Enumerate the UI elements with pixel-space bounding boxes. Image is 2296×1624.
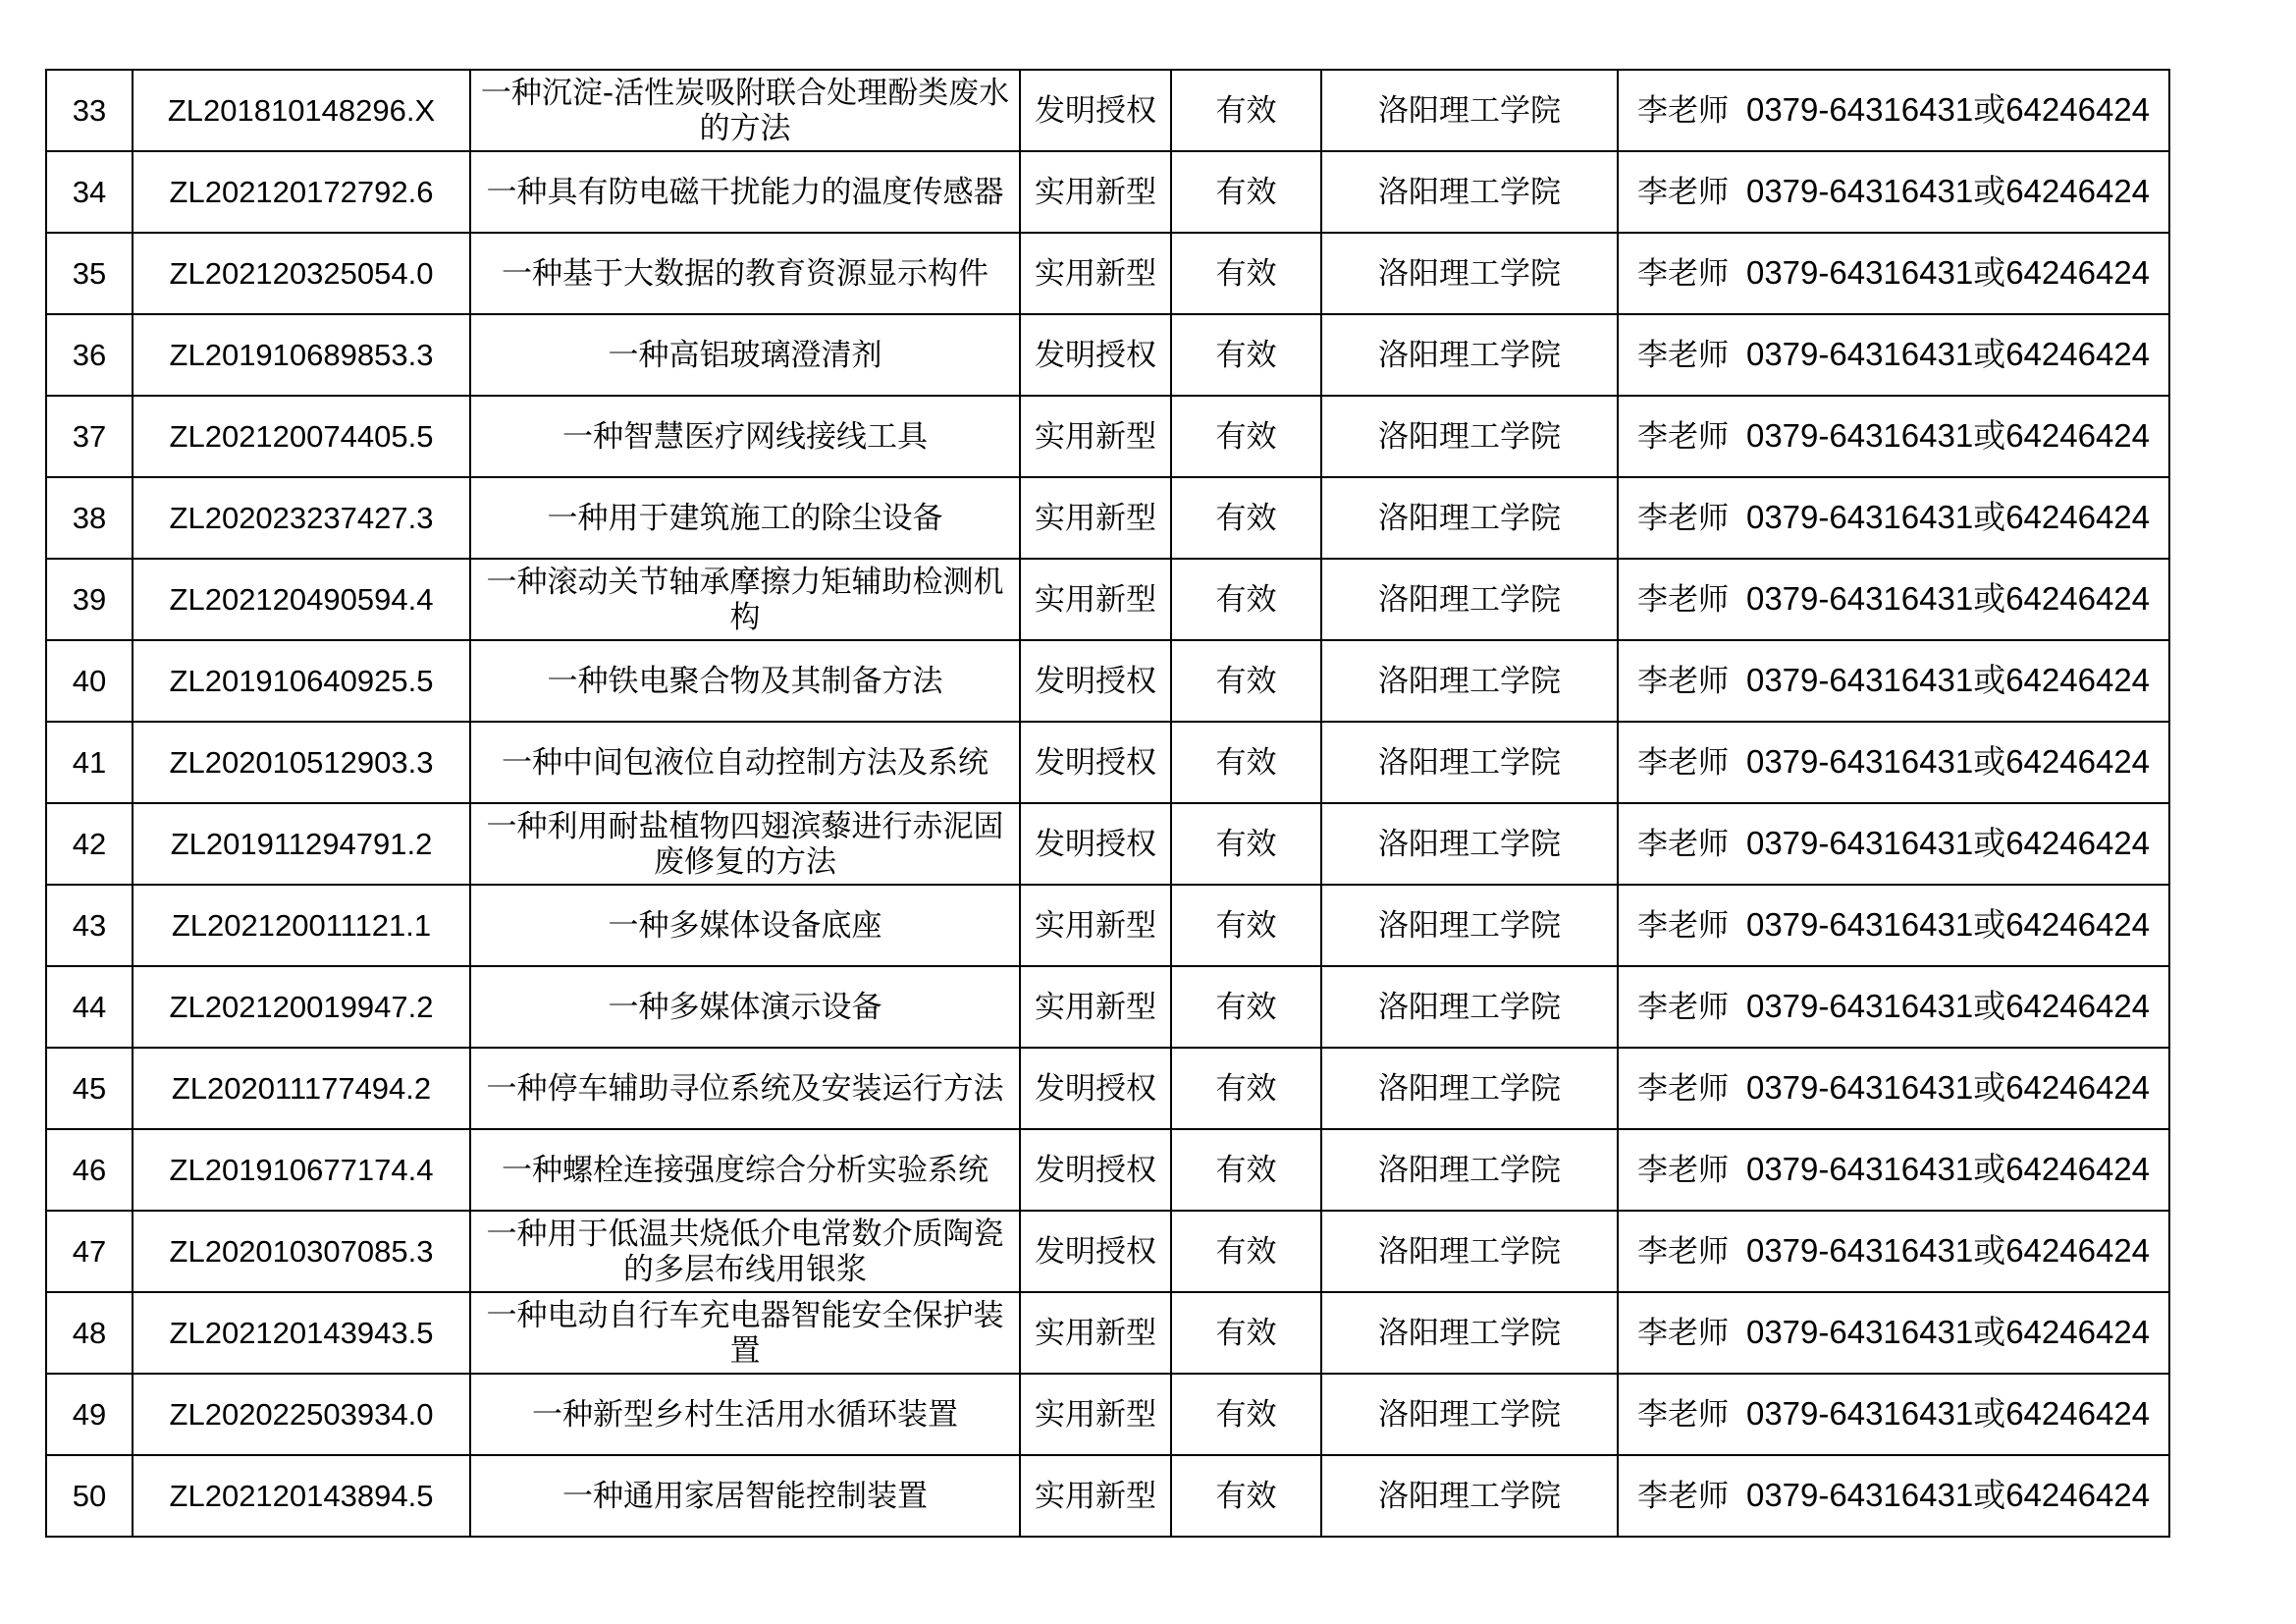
patent-status-cell: 有效 [1171, 1048, 1321, 1129]
patent-type-cell: 发明授权 [1020, 314, 1171, 396]
row-number-cell: 35 [46, 233, 133, 314]
patent-type-cell: 实用新型 [1020, 1455, 1171, 1537]
contact-person: 李老师 [1636, 93, 1729, 129]
patent-number-cell: ZL202120143894.5 [133, 1455, 470, 1537]
patent-owner-cell: 洛阳理工学院 [1321, 314, 1618, 396]
contact-cell [1618, 1374, 2169, 1455]
contact-cell [1618, 1048, 2169, 1129]
contact-cell [1618, 1292, 2169, 1374]
patent-type-cell: 实用新型 [1020, 1374, 1171, 1455]
table-row [46, 1374, 2169, 1455]
contact-phone: 0379-64316431或64246424 [1745, 1232, 2151, 1269]
patent-status-cell: 有效 [1171, 1374, 1321, 1455]
patent-title-cell: 一种多媒体设备底座 [470, 885, 1020, 966]
contact-phone: 0379-64316431或64246424 [1745, 1395, 2151, 1432]
contact-cell [1618, 396, 2169, 477]
patent-type-cell: 实用新型 [1020, 151, 1171, 233]
patent-status-cell: 有效 [1171, 151, 1321, 233]
table-row [46, 151, 2169, 233]
contact-cell [1618, 70, 2169, 151]
contact-cell [1618, 803, 2169, 885]
contact-person: 李老师 [1636, 990, 1729, 1025]
patent-number-cell: ZL201810148296.X [133, 70, 470, 151]
patent-type-cell: 实用新型 [1020, 396, 1171, 477]
row-number-cell: 43 [46, 885, 133, 966]
patent-type-cell: 发明授权 [1020, 70, 1171, 151]
contact-phone: 0379-64316431或64246424 [1745, 743, 2151, 780]
contact-phone: 0379-64316431或64246424 [1745, 499, 2151, 535]
patent-status-cell: 有效 [1171, 396, 1321, 477]
table-row [46, 477, 2169, 559]
contact-phone: 0379-64316431或64246424 [1745, 1314, 2151, 1350]
patent-title-cell: 一种中间包液位自动控制方法及系统 [470, 722, 1020, 803]
patent-owner-cell: 洛阳理工学院 [1321, 1292, 1618, 1374]
table-row [46, 885, 2169, 966]
row-number-cell: 45 [46, 1048, 133, 1129]
contact-person: 李老师 [1636, 175, 1729, 210]
row-number-cell: 42 [46, 803, 133, 885]
patent-owner-cell: 洛阳理工学院 [1321, 1211, 1618, 1292]
table-row [46, 70, 2169, 151]
patent-status-cell: 有效 [1171, 70, 1321, 151]
table-row [46, 722, 2169, 803]
patent-title-cell: 一种智慧医疗网线接线工具 [470, 396, 1020, 477]
patent-number-cell: ZL202120172792.6 [133, 151, 470, 233]
patent-number-cell: ZL202010307085.3 [133, 1211, 470, 1292]
patent-number-cell: ZL202120325054.0 [133, 233, 470, 314]
patent-type-cell: 发明授权 [1020, 1048, 1171, 1129]
patent-owner-cell: 洛阳理工学院 [1321, 151, 1618, 233]
patent-owner-cell: 洛阳理工学院 [1321, 70, 1618, 151]
row-number-cell: 41 [46, 722, 133, 803]
patent-status-cell: 有效 [1171, 966, 1321, 1048]
patent-status-cell: 有效 [1171, 803, 1321, 885]
patent-title-cell: 一种用于低温共烧低介电常数介质陶瓷的多层布线用银浆 [470, 1211, 1020, 1292]
row-number-cell: 47 [46, 1211, 133, 1292]
patent-status-cell: 有效 [1171, 559, 1321, 640]
contact-cell [1618, 233, 2169, 314]
contact-phone: 0379-64316431或64246424 [1745, 662, 2151, 698]
patent-title-cell: 一种电动自行车充电器智能安全保护装置 [470, 1292, 1020, 1374]
patent-type-cell: 实用新型 [1020, 885, 1171, 966]
patent-title-cell: 一种螺栓连接强度综合分析实验系统 [470, 1129, 1020, 1211]
contact-person: 李老师 [1636, 745, 1729, 781]
contact-phone: 0379-64316431或64246424 [1745, 336, 2151, 372]
contact-person: 李老师 [1636, 908, 1729, 944]
contact-cell [1618, 1455, 2169, 1537]
patent-title-cell: 一种高铝玻璃澄清剂 [470, 314, 1020, 396]
table-row [46, 803, 2169, 885]
patent-title-cell: 一种沉淀-活性炭吸附联合处理酚类废水的方法 [470, 70, 1020, 151]
contact-cell [1618, 151, 2169, 233]
contact-cell [1618, 722, 2169, 803]
contact-phone: 0379-64316431或64246424 [1745, 825, 2151, 861]
table-row [46, 396, 2169, 477]
contact-cell [1618, 477, 2169, 559]
patent-type-cell: 实用新型 [1020, 233, 1171, 314]
patent-type-cell: 实用新型 [1020, 477, 1171, 559]
table-row [46, 1129, 2169, 1211]
patent-status-cell: 有效 [1171, 885, 1321, 966]
table-row [46, 966, 2169, 1048]
patent-type-cell: 实用新型 [1020, 1292, 1171, 1374]
patent-number-cell: ZL202010512903.3 [133, 722, 470, 803]
patent-title-cell: 一种用于建筑施工的除尘设备 [470, 477, 1020, 559]
contact-phone: 0379-64316431或64246424 [1745, 906, 2151, 943]
patent-number-cell: ZL202011177494.2 [133, 1048, 470, 1129]
row-number-cell: 39 [46, 559, 133, 640]
contact-phone: 0379-64316431或64246424 [1745, 91, 2151, 128]
contact-person: 李老师 [1636, 256, 1729, 292]
contact-phone: 0379-64316431或64246424 [1745, 173, 2151, 209]
row-number-cell: 37 [46, 396, 133, 477]
table-row [46, 1048, 2169, 1129]
patent-table [45, 69, 2170, 1538]
patent-status-cell: 有效 [1171, 477, 1321, 559]
patent-number-cell: ZL202120143943.5 [133, 1292, 470, 1374]
table-row [46, 559, 2169, 640]
contact-person: 李老师 [1636, 1316, 1729, 1351]
contact-person: 李老师 [1636, 1071, 1729, 1107]
patent-owner-cell: 洛阳理工学院 [1321, 722, 1618, 803]
row-number-cell: 40 [46, 640, 133, 722]
patent-type-cell: 发明授权 [1020, 722, 1171, 803]
patent-status-cell: 有效 [1171, 1129, 1321, 1211]
patent-title-cell: 一种多媒体演示设备 [470, 966, 1020, 1048]
contact-cell [1618, 885, 2169, 966]
contact-phone: 0379-64316431或64246424 [1745, 988, 2151, 1024]
row-number-cell: 49 [46, 1374, 133, 1455]
row-number-cell: 33 [46, 70, 133, 151]
patent-owner-cell: 洛阳理工学院 [1321, 1374, 1618, 1455]
contact-phone: 0379-64316431或64246424 [1745, 1151, 2151, 1187]
patent-type-cell: 实用新型 [1020, 966, 1171, 1048]
table-row [46, 1211, 2169, 1292]
patent-number-cell: ZL201910640925.5 [133, 640, 470, 722]
patent-number-cell: ZL202120490594.4 [133, 559, 470, 640]
patent-number-cell: ZL201910689853.3 [133, 314, 470, 396]
contact-cell [1618, 559, 2169, 640]
contact-phone: 0379-64316431或64246424 [1745, 417, 2151, 454]
contact-phone: 0379-64316431或64246424 [1745, 1069, 2151, 1106]
contact-person: 李老师 [1636, 664, 1729, 699]
contact-person: 李老师 [1636, 1153, 1729, 1188]
contact-cell [1618, 640, 2169, 722]
table-row [46, 1292, 2169, 1374]
patent-owner-cell: 洛阳理工学院 [1321, 885, 1618, 966]
patent-status-cell: 有效 [1171, 640, 1321, 722]
patent-title-cell: 一种铁电聚合物及其制备方法 [470, 640, 1020, 722]
patent-type-cell: 发明授权 [1020, 803, 1171, 885]
row-number-cell: 38 [46, 477, 133, 559]
patent-status-cell: 有效 [1171, 1455, 1321, 1537]
patent-type-cell: 发明授权 [1020, 640, 1171, 722]
table-row [46, 233, 2169, 314]
contact-person: 李老师 [1636, 1234, 1729, 1270]
contact-person: 李老师 [1636, 338, 1729, 373]
patent-title-cell: 一种停车辅助寻位系统及安装运行方法 [470, 1048, 1020, 1129]
patent-status-cell: 有效 [1171, 314, 1321, 396]
patent-title-cell: 一种具有防电磁干扰能力的温度传感器 [470, 151, 1020, 233]
patent-title-cell: 一种滚动关节轴承摩擦力矩辅助检测机构 [470, 559, 1020, 640]
patent-number-cell: ZL202120019947.2 [133, 966, 470, 1048]
contact-cell [1618, 1211, 2169, 1292]
table-row [46, 314, 2169, 396]
row-number-cell: 50 [46, 1455, 133, 1537]
row-number-cell: 46 [46, 1129, 133, 1211]
contact-cell [1618, 966, 2169, 1048]
patent-number-cell: ZL202022503934.0 [133, 1374, 470, 1455]
patent-owner-cell: 洛阳理工学院 [1321, 966, 1618, 1048]
patent-owner-cell: 洛阳理工学院 [1321, 477, 1618, 559]
contact-person: 李老师 [1636, 1397, 1729, 1433]
row-number-cell: 44 [46, 966, 133, 1048]
patent-type-cell: 发明授权 [1020, 1211, 1171, 1292]
row-number-cell: 36 [46, 314, 133, 396]
patent-owner-cell: 洛阳理工学院 [1321, 1048, 1618, 1129]
patent-table-body [46, 70, 2169, 1537]
patent-number-cell: ZL201911294791.2 [133, 803, 470, 885]
contact-cell [1618, 1129, 2169, 1211]
contact-person: 李老师 [1636, 1479, 1729, 1514]
patent-status-cell: 有效 [1171, 1292, 1321, 1374]
patent-title-cell: 一种利用耐盐植物四翅滨藜进行赤泥固废修复的方法 [470, 803, 1020, 885]
patent-status-cell: 有效 [1171, 233, 1321, 314]
patent-owner-cell: 洛阳理工学院 [1321, 640, 1618, 722]
table-row [46, 640, 2169, 722]
patent-owner-cell: 洛阳理工学院 [1321, 803, 1618, 885]
patent-number-cell: ZL202023237427.3 [133, 477, 470, 559]
contact-phone: 0379-64316431或64246424 [1745, 580, 2151, 617]
contact-person: 李老师 [1636, 501, 1729, 536]
contact-person: 李老师 [1636, 827, 1729, 862]
patent-title-cell: 一种通用家居智能控制装置 [470, 1455, 1020, 1537]
patent-owner-cell: 洛阳理工学院 [1321, 559, 1618, 640]
patent-number-cell: ZL202120011121.1 [133, 885, 470, 966]
patent-number-cell: ZL201910677174.4 [133, 1129, 470, 1211]
patent-owner-cell: 洛阳理工学院 [1321, 1455, 1618, 1537]
table-row [46, 1455, 2169, 1537]
patent-status-cell: 有效 [1171, 1211, 1321, 1292]
patent-number-cell: ZL202120074405.5 [133, 396, 470, 477]
patent-title-cell: 一种新型乡村生活用水循环装置 [470, 1374, 1020, 1455]
patent-owner-cell: 洛阳理工学院 [1321, 233, 1618, 314]
patent-type-cell: 实用新型 [1020, 559, 1171, 640]
row-number-cell: 34 [46, 151, 133, 233]
contact-phone: 0379-64316431或64246424 [1745, 254, 2151, 291]
patent-owner-cell: 洛阳理工学院 [1321, 1129, 1618, 1211]
patent-owner-cell: 洛阳理工学院 [1321, 396, 1618, 477]
patent-title-cell: 一种基于大数据的教育资源显示构件 [470, 233, 1020, 314]
patent-status-cell: 有效 [1171, 722, 1321, 803]
contact-person: 李老师 [1636, 419, 1729, 455]
row-number-cell: 48 [46, 1292, 133, 1374]
contact-phone: 0379-64316431或64246424 [1745, 1477, 2151, 1513]
contact-person: 李老师 [1636, 582, 1729, 618]
contact-cell [1618, 314, 2169, 396]
patent-type-cell: 发明授权 [1020, 1129, 1171, 1211]
